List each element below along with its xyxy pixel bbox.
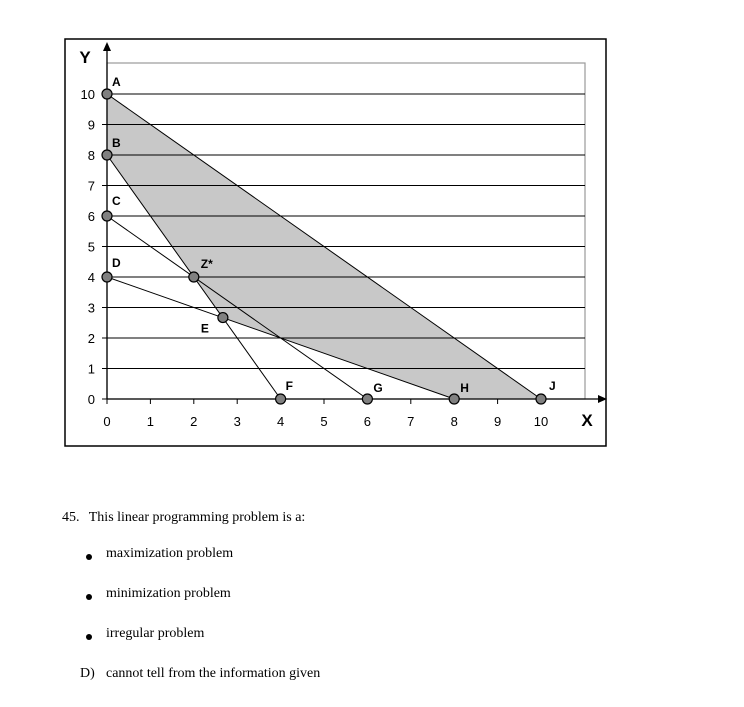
y-tick-label: 9	[87, 117, 95, 133]
figure-frame	[65, 39, 606, 446]
answer-choices	[80, 546, 320, 706]
point-label: Z*	[200, 257, 213, 271]
point-label: C	[112, 194, 121, 208]
choice-item[interactable]	[80, 626, 320, 666]
corner-point	[102, 89, 112, 99]
y-tick-label: 3	[87, 300, 95, 316]
x-tick-label: 9	[493, 414, 502, 429]
x-tick-label: 5	[320, 414, 328, 429]
point-label: J	[549, 379, 556, 393]
choice-text: minimization problem	[106, 586, 231, 601]
point-label: F	[285, 379, 293, 393]
corner-point	[189, 272, 199, 282]
x-tick-label: 8	[450, 414, 458, 429]
choice-item[interactable]	[80, 546, 320, 586]
point-label: E	[200, 321, 209, 336]
y-axis-label: Y	[79, 48, 91, 67]
y-tick-label: 4	[87, 270, 95, 285]
corner-point	[102, 211, 112, 221]
x-tick-label: 7	[407, 414, 415, 429]
choice-letter: D)	[80, 666, 95, 681]
y-tick-label: 6	[87, 209, 95, 224]
y-tick-label: 0	[87, 392, 95, 407]
corner-point	[276, 394, 286, 404]
corner-point	[102, 272, 112, 282]
question	[62, 510, 305, 526]
corner-point	[449, 394, 459, 404]
x-tick-label: 3	[233, 414, 241, 429]
question-text: This linear programming problem is a:	[88, 510, 306, 525]
choice-text: cannot tell from the information given	[106, 666, 321, 681]
x-tick-label: 1	[146, 414, 155, 429]
x-tick-label: 0	[103, 414, 111, 429]
x-tick-label: 4	[276, 414, 285, 429]
choice-text: irregular problem	[106, 626, 205, 641]
y-tick-label: 7	[87, 178, 95, 194]
x-tick-label: 2	[190, 414, 198, 429]
y-tick-label: 2	[87, 331, 95, 346]
point-label: B	[112, 136, 121, 150]
x-tick-label: 6	[363, 414, 372, 429]
choice-text: maximization problem	[106, 546, 234, 561]
choice-item[interactable]	[80, 586, 320, 626]
question-number: 45.	[62, 510, 80, 525]
corner-point	[102, 150, 112, 160]
corner-point	[536, 394, 546, 404]
y-tick-label: 8	[87, 148, 95, 163]
y-tick-label: 1	[87, 361, 95, 377]
y-tick-label: 10	[80, 87, 95, 102]
point-label: D	[112, 256, 121, 270]
x-tick-label: 10	[533, 414, 549, 429]
corner-point	[218, 313, 228, 323]
corner-point	[362, 394, 372, 404]
choice-item[interactable]	[80, 666, 320, 706]
point-label: A	[112, 75, 121, 89]
point-label: H	[460, 381, 469, 395]
x-axis-label: X	[581, 411, 593, 430]
y-tick-label: 5	[87, 239, 95, 255]
point-label: G	[373, 381, 383, 395]
